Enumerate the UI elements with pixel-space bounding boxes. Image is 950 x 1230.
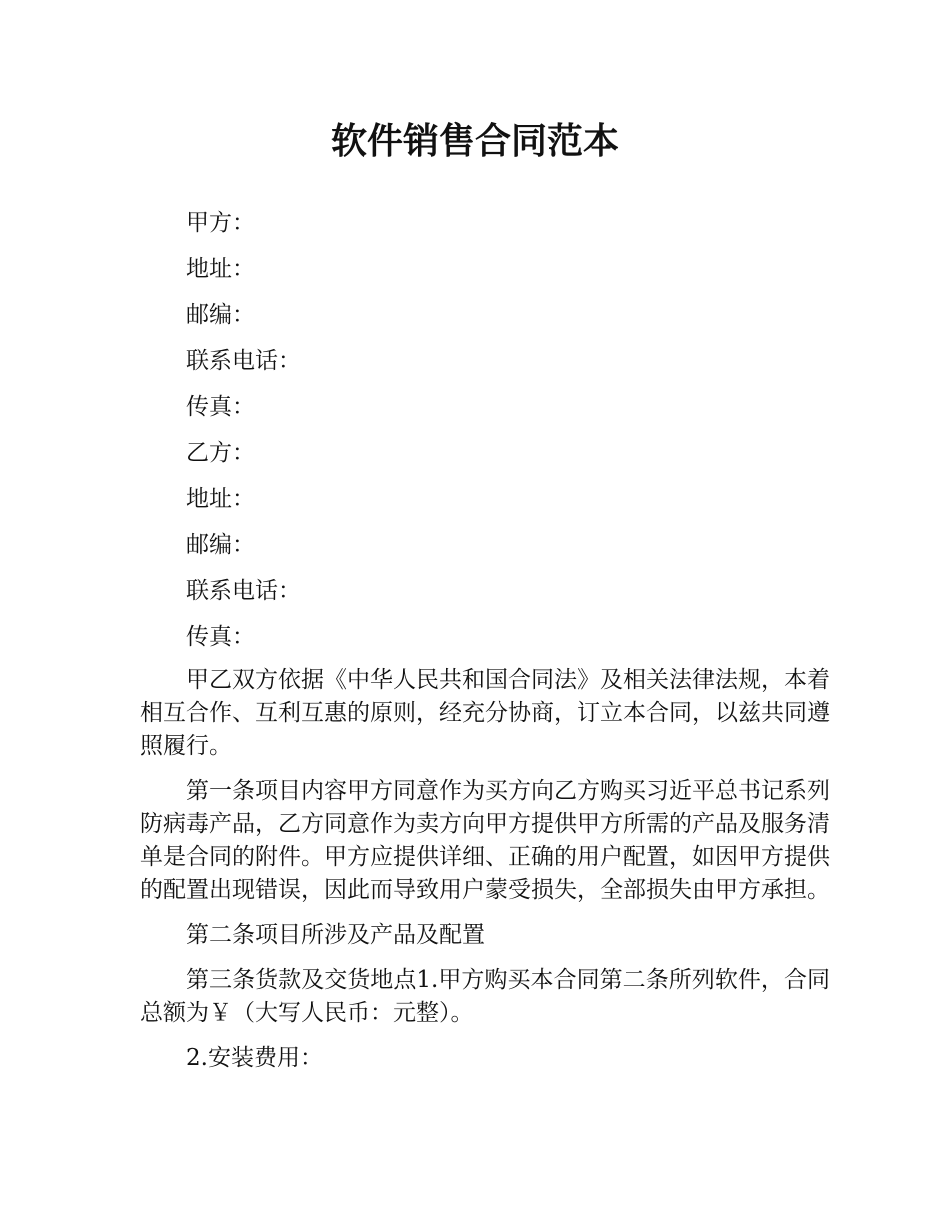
party-a-postcode-label: 邮编：	[186, 302, 255, 328]
party-b-phone-label: 联系电话：	[186, 578, 301, 604]
party-a-address-label: 地址：	[186, 256, 255, 282]
party-b-address-label: 地址：	[186, 486, 255, 512]
installation-fee-paragraph: 2.安装费用：	[186, 1045, 323, 1071]
document-body	[140, 200, 830, 1087]
article-1-paragraph: 第一条项目内容甲方同意作为买方向乙方购买习近平总书记系列防病毒产品，乙方同意作为卖方向甲方提供甲方所需的产品及服务清单是合同的附件。甲方应提供详细、正确的用户配置，如因甲方提供的配置出现错误，因此而导致用户蒙受损失，全部损失由甲方承担。	[140, 778, 830, 903]
party-b-block	[140, 430, 830, 660]
article-2-paragraph: 第二条项目所涉及产品及配置	[186, 922, 485, 948]
party-a-phone-label: 联系电话：	[186, 348, 301, 374]
party-a-block	[140, 200, 830, 430]
party-b-postcode-label: 邮编：	[186, 532, 255, 558]
party-b-name-label: 乙方：	[186, 440, 255, 466]
article-3-paragraph: 第三条货款及交货地点1.甲方购买本合同第二条所列软件，合同总额为￥（大写人民币：元整）。	[140, 967, 830, 1026]
preamble-paragraph: 甲乙双方依据《中华人民共和国合同法》及相关法律法规，本着相互合作、互利互惠的原则，经充分协商，订立本合同，以兹共同遵照履行。	[140, 667, 830, 759]
party-b-fax-label: 传真：	[186, 624, 255, 650]
document-title: 软件销售合同范本	[330, 121, 619, 162]
party-a-name-label: 甲方：	[186, 210, 255, 236]
party-a-fax-label: 传真：	[186, 394, 255, 420]
